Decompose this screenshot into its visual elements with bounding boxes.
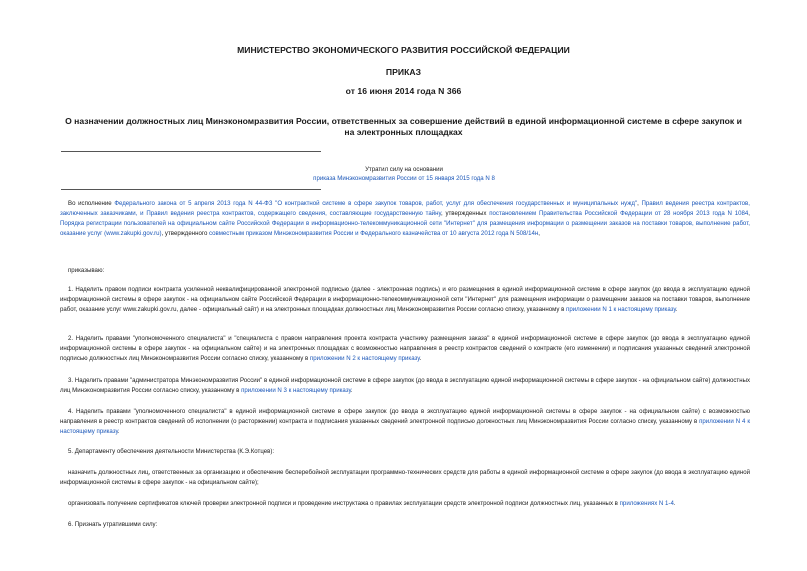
item-2-text: 2. Наделить правами "уполномоченного специалиста" и "специалиста с правом направления проекта контракта участнику размещения заказа" в единой информационной системе в сфере закупок (до ввода в эксплуатацию единой информационной системы в сфере закупок - на официальном сайте) и на электронных площадках с возможностью направления в реестр контрактов сведений о контракте (его изменении) и подписания указанных сведений электронной подписью должностных лиц Минэкономразвития России согласно списку, указанному в <box>60 335 750 362</box>
item-4-text: 4. Наделить правами "уполномоченного специалиста" в единой информационной системе в сфере закупок (до ввода в эксплуатацию единой информационной системы в сфере закупок - на официальном сайте) с возможностью направления в реестр контрактов сведений об исполнении (о расторжении) контракта и подписания указанных сведений электронной подписью должностных лиц Минэкономразвития России согласно списку, указанному в <box>60 408 750 425</box>
preamble-text: , утвержденного <box>161 230 210 237</box>
joint-order-link[interactable]: совместным приказом Минэкономразвития России и Федерального казначейства от 10 августа 2012 года N 508/14н <box>209 230 539 237</box>
item-4-end: . <box>117 428 120 435</box>
registration-order-link[interactable]: Порядка регистрации пользователей на официальном сайте Российской Федерации в информационно-телекоммуникационной сети "Интернет" для размещения информации о размещении заказов на поставки товаров, выполнение работ, оказание услуг (www.zakupki.gov.ru) <box>60 220 750 237</box>
item-3-end: . <box>350 387 353 394</box>
date-number-heading: от 16 июня 2014 года N 366 <box>345 86 462 96</box>
item-1-end: . <box>675 306 678 313</box>
preamble-text: Во исполнение <box>68 200 115 207</box>
appendix-1-link[interactable]: приложении N 1 к настоящему приказу <box>566 306 676 313</box>
status-note-link[interactable]: приказа Минэкономразвития России от 15 января 2015 года N 8 <box>313 175 495 182</box>
item-2-paragraph <box>60 334 750 364</box>
federal-law-link[interactable]: Федерального закона от 5 апреля 2013 года N 44-ФЗ "О контрактной системе в сфере закупок товаров, работ, услуг для обеспечения государственных и муниципальных нужд" <box>114 200 638 207</box>
bottom-divider <box>61 189 321 190</box>
appendix-3-link[interactable]: приложении N 3 к настоящему приказу <box>241 387 351 394</box>
doc-type-heading: ПРИКАЗ <box>385 67 422 77</box>
item-2-end: . <box>419 355 422 362</box>
status-note-text: Утратил силу на основании <box>365 166 443 173</box>
document-title: О назначении должностных лиц Минэкономразвития России, ответственных за совершение действий в единой информационной системе в сфере закупок и на электронных площадках <box>65 116 742 137</box>
item-1-paragraph <box>60 285 750 315</box>
item-5-paragraph: 5. Департаменту обеспечения деятельности Министерства (К.Э.Котцев): <box>68 448 275 455</box>
item-5b-paragraph <box>60 499 750 509</box>
rules-link[interactable]: Правил ведения реестра контрактов, заключенных заказчиками, и Правил ведения реестра контрактов, содержащего сведения, составляющие государственную тайну <box>60 200 750 217</box>
item-3-text: 3. Наделить правами "администратора Минэкономразвития России" в единой информационной системе в сфере закупок (до ввода в эксплуатацию единой информационной системы в сфере закупок - на официальном сайте) должностных лиц Минэкономразвития России согласно списку, указанному в <box>60 377 750 394</box>
item-1-text: 1. Наделить правом подписи контракта усиленной неквалифицированной электронной подписью (далее - электронная подпись) и его размещения в единой информационной системе в сфере закупок (до ввода в эксплуатацию единой информационной системы в сфере закупок - на официальном сайте Российской Федерации в информационно-телекоммуникационной сети "Интернет" для размещения информации о размещении заказов на поставки товаров, выполнение работ, оказание услуг www.zakupki.gov.ru, далее - официальный сайт) и на электронных площадках должностных лиц Минэкономразвития России согласно списку, указанному в <box>60 286 750 313</box>
item-4-paragraph <box>60 407 750 437</box>
status-note <box>60 165 748 183</box>
preamble-text: , <box>538 230 540 237</box>
preamble-text: , утвержденных <box>440 210 490 217</box>
appendix-4-link[interactable]: приложении N 4 к настоящему приказу <box>60 418 750 435</box>
resolution-link[interactable]: постановлением Правительства Российской Федерации от 28 ноября 2013 года N 1084 <box>489 210 749 217</box>
item-5b-text: организовать получение сертификатов ключей проверки электронной подписи и проведение инструктажа о правилах эксплуатации средств электронной подписи должностных лиц, указанных в <box>68 500 620 507</box>
ministry-heading: МИНИСТЕРСТВО ЭКОНОМИЧЕСКОГО РАЗВИТИЯ РОССИЙСКОЙ ФЕДЕРАЦИИ <box>237 45 570 55</box>
top-divider <box>61 151 321 152</box>
preamble-paragraph <box>60 199 750 239</box>
item-6-paragraph: 6. Признать утратившими силу: <box>68 521 158 528</box>
item-5a-paragraph: назначить должностных лиц, ответственных за организацию и обеспечение бесперебойной эксплуатации программно-технических средств для работы в единой информационной системе в сфере закупок (до ввода в эксплуатацию единой информационной системы в сфере закупок - на официальном сайте); <box>60 469 750 486</box>
preamble-text: , <box>637 200 642 207</box>
appendices-1-4-link[interactable]: приложениях N 1-4 <box>619 500 674 507</box>
order-word: приказываю: <box>68 267 105 274</box>
item-3-paragraph <box>60 376 750 396</box>
appendix-2-link[interactable]: приложении N 2 к настоящему приказу <box>309 355 420 362</box>
item-5b-end: . <box>673 500 676 507</box>
preamble-text: , <box>748 210 750 217</box>
